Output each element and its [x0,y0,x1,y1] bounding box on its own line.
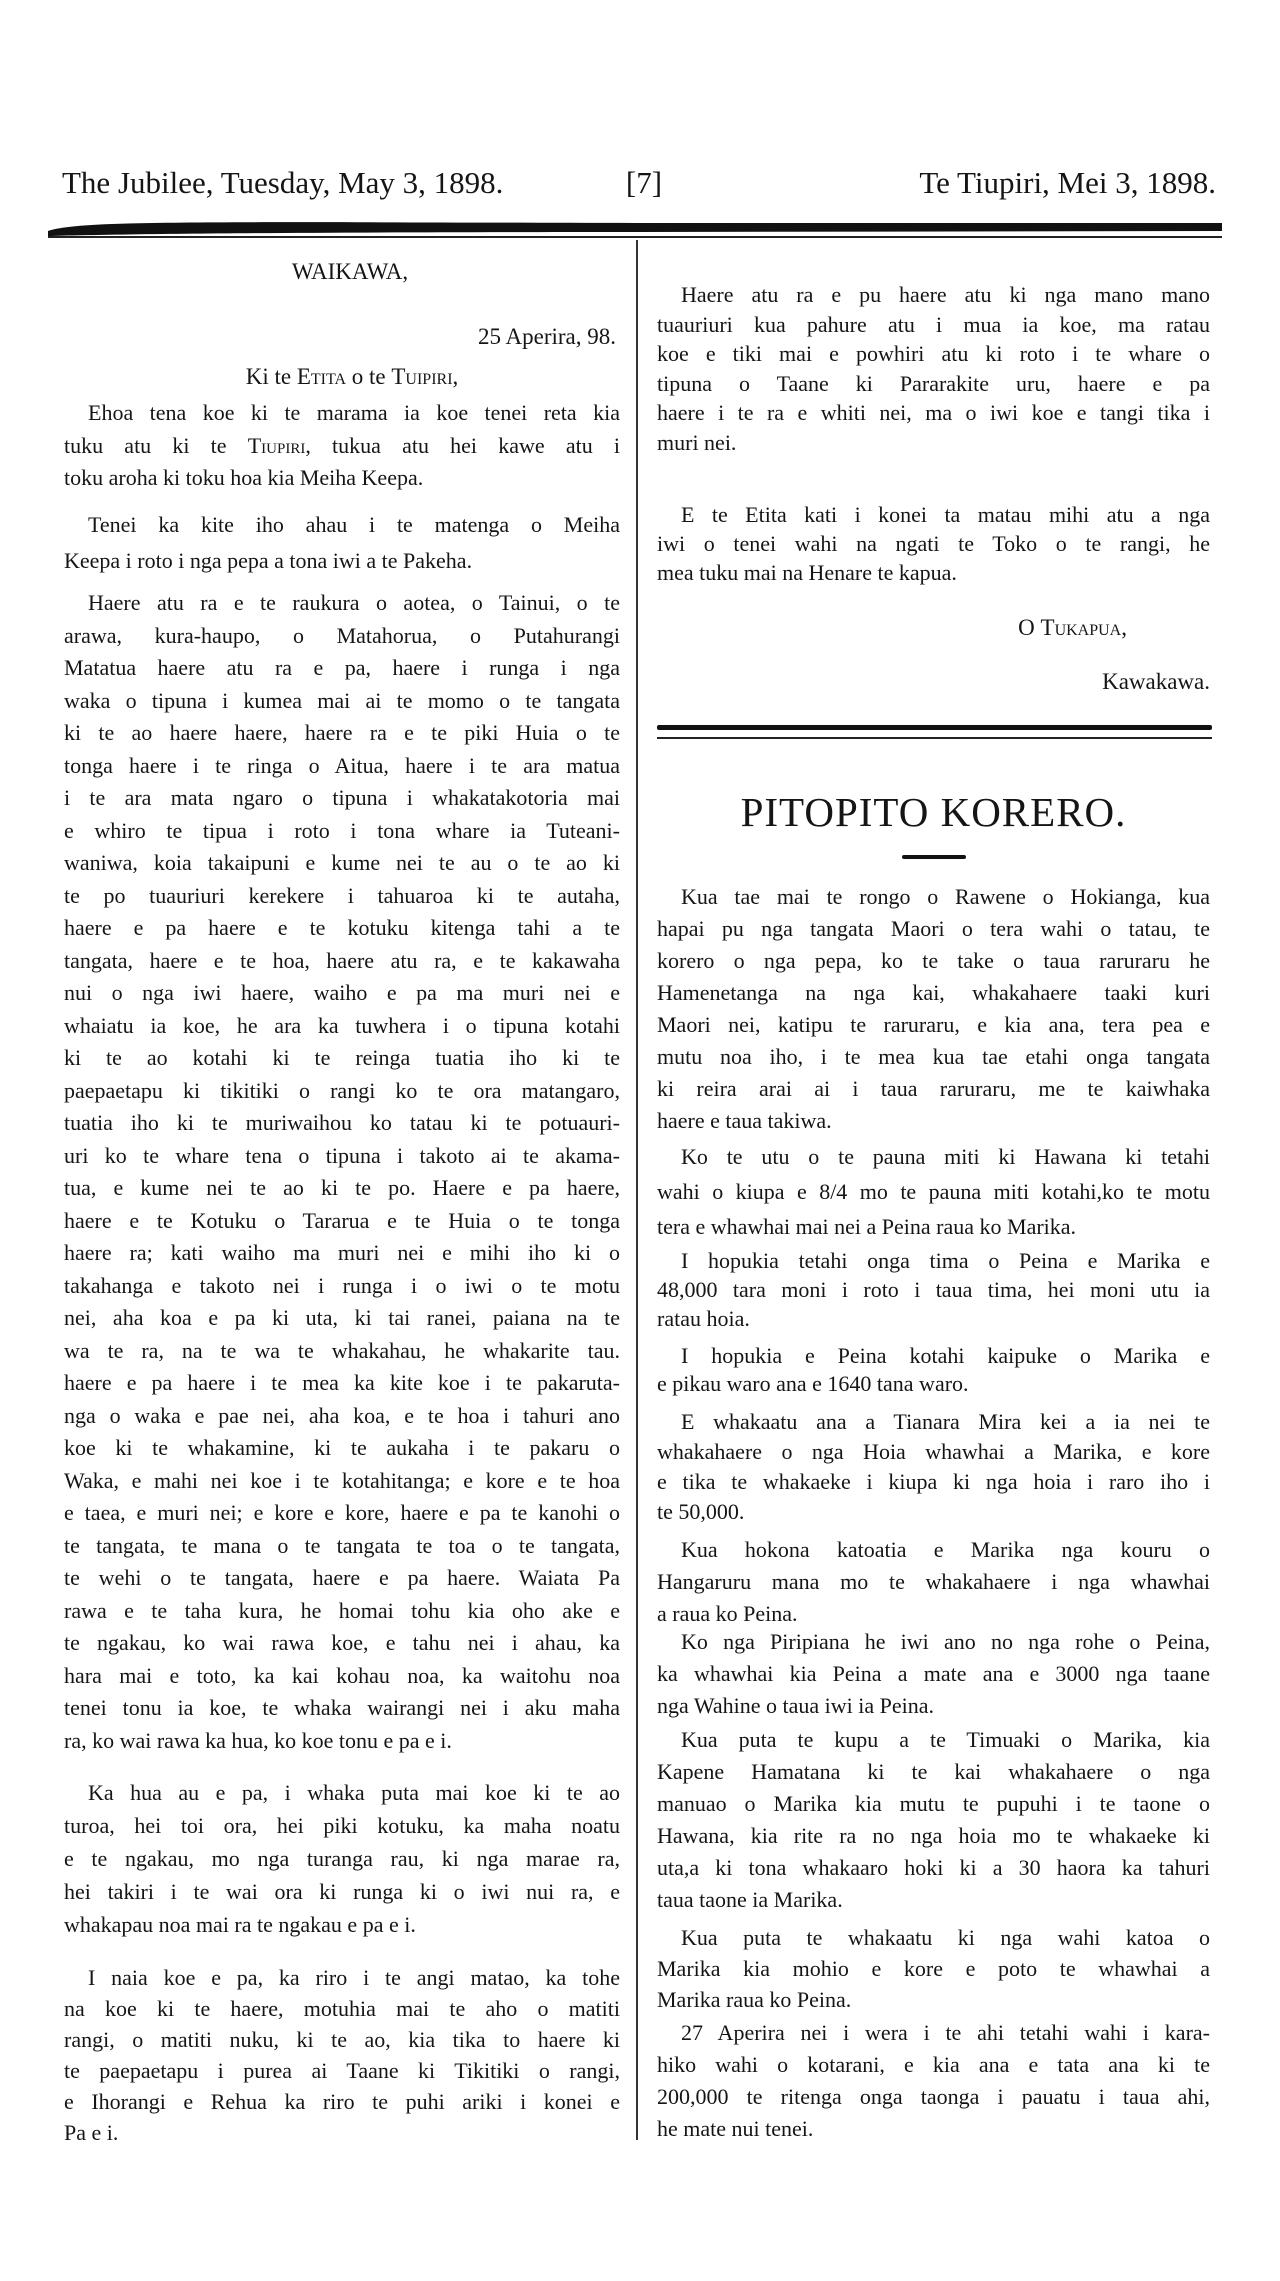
line-text: 27 Aperira nei i wera i te ahi tetahi wahi i kara- [681,2020,1210,2045]
letter-paragraph-haere [64,587,620,1757]
line-text: Keepa i roto i nga pepa a tona iwi a te Pakeha. [64,548,473,573]
header-rule [0,212,1280,244]
news-item-general-miles [657,1407,1210,1527]
line-text: i te ara mata ngaro o tipuna i whakatakotoria mai [64,785,620,810]
signature-text: , [1121,615,1127,640]
text-line [657,881,1210,913]
text-line [657,1009,1210,1041]
text-line [657,1626,1210,1658]
text-line [657,945,1210,977]
text-line [64,685,620,718]
letter-signature [657,612,1127,644]
text-line [657,428,1210,458]
text-line [64,1627,620,1660]
text-line [64,1908,620,1941]
line-text: tera e whawhai mai nei a Peina raua ko Marika. [657,1214,1077,1239]
line-text: Haere atu ra e pu haere atu ki nga mano mano [681,282,1210,307]
text-line [64,1875,620,1908]
line-text: koe e tiki mai e powhiri atu ki roto i te whare o [657,341,1210,367]
line-text: na koe ki te haere, motuhia mai te aho o matiti [64,1996,620,2021]
letter-paragraph-kahua [64,1776,620,1941]
line-text: a raua ko Peina. [657,1601,798,1626]
section-rule-thin [657,737,1212,739]
text-line [657,369,1210,399]
line-text: mea tuku mai na Henare te kapua. [657,560,957,585]
text-line [64,587,620,620]
text-line [657,1407,1210,1437]
line-text: whaiatu ia koe, he ara ka tuwhera i o tipuna kotahi [64,1012,620,1038]
text-line [657,558,1210,587]
text-line [657,1304,1210,1333]
line-text: taua taone ia Marika. [657,1887,843,1912]
text-line [64,1595,620,1628]
text-line [657,1690,1210,1722]
text-line [657,310,1210,340]
letter-signature-place: Kawakawa. [1102,669,1210,694]
line-text: te ngakau, ko wai rawa koe, e tahu nei i ahau, ka [64,1630,620,1655]
line-text: te wehi o te tangata, haere e pa haere. Waiata Pa [64,1565,620,1590]
line-text: manuao o Marika kia mutu te pupuhi i te taone o [657,1791,1210,1816]
text-line [64,1993,620,2024]
line-text: Waka, e mahi nei koe i te kotahitanga; e kore e te hoa [64,1467,620,1493]
text-line [64,1842,620,1875]
line-text: Ka hua au e pa, i whaka puta mai koe ki te ao [88,1780,620,1805]
line-text: muri nei. [657,429,737,455]
line-text: E whakaatu ana a Tianara Mira kei a ia nei te [681,1409,1210,1434]
line-text: tuauriuri kua pahure atu i mua ia koe, ma ratau [657,311,1210,337]
line-text: waka o tipuna i kumea mai ai te momo o te tangata [64,687,620,713]
text-line [64,847,620,880]
text-line [64,1140,620,1173]
letter-paragraph-tenei [64,507,620,579]
line-text: e tika te whakaeke i kiupa ki nga hoia i raro iho i [657,1469,1210,1494]
salutation-text: Ki te [245,364,297,389]
line-text: Kua hokona katoatia e Marika nga kouru o [681,1537,1210,1562]
line-text: ra, ko wai rawa ka hua, ko koe tonu e pa e i. [64,1727,452,1753]
line-text: tua, e kume nei te ao ki te po. Haere e pa haere, [64,1175,620,1200]
news-section-heading: PITOPITO KORERO. [740,789,1127,835]
text-line [657,500,1210,529]
line-text: te paepaetapu i purea ai Taane ki Tikitiki o rangi, [64,2058,620,2083]
salutation-editor: Etita [296,364,347,389]
line-text: iwi o tenei wahi na ngati te Toko o te rangi, he [657,531,1210,556]
news-item-meat-price [657,1139,1210,1244]
letter-place-heading: WAIKAWA, [291,259,409,284]
salutation-text: o te [346,364,392,389]
text-line [657,1246,1210,1275]
masthead-english-date: The Jubilee, Tuesday, May 3, 1898. [62,165,504,200]
line-text: e te ngakau, mo nga turanga rau, ki nga marae ra, [64,1846,620,1871]
news-item-steamer-seized [657,1246,1210,1333]
text-line [64,912,620,945]
line-segment: , tukua atu hei kawe atu i [305,432,620,458]
text-line [657,339,1210,369]
text-line [657,1756,1210,1788]
line-text: ki reira arai ai i taua raruraru, me te kaiwhaka [657,1076,1210,1101]
page-number: [7] [625,165,663,200]
text-line [657,2049,1210,2081]
text-line [657,1724,1210,1756]
line-text: tenei tonu ia koe, te whaka wairangi nei i aku maha [64,1695,620,1720]
line-text: 48,000 tara moni i roto i taua tima, hei moni utu ia [657,1277,1210,1302]
news-item-coal-ship [657,1342,1210,1398]
line-text: e taea, e muri nei; e kore e kore, haere e pa te kanohi o [64,1500,620,1525]
text-line [64,1725,620,1758]
text-line [657,1658,1210,1690]
text-line [64,2055,620,2086]
text-line [657,1467,1210,1497]
line-text: haere e te Kotuku o Tararua e te Huia o te tonga [64,1207,620,1233]
line-text: I hopukia tetahi onga tima o Peina e Marika e [681,1248,1210,1273]
line-text: haere i te ra e whiti nei, ma o iwi koe e tangi tika i [657,400,1210,426]
line-text: Tenei ka kite iho ahau i te matenga o Meiha [88,512,620,537]
line-text: Ehoa tena koe ki te marama ia koe tenei reta kia [88,400,620,425]
text-line [64,782,620,815]
line-text: nga Wahine o taua iwi ia Peina. [657,1693,935,1718]
line-text: ki te ao haere haere, haere ra e te piki Huia o te [64,720,620,745]
text-line [657,1370,1210,1398]
salutation-text: , [452,364,459,389]
text-line [64,815,620,848]
line-text: Marika kia mohio e kore e poto te whawhai a [657,1956,1210,1981]
line-text: e whiro te tipua i roto i tona whare ia Tuteani- [64,817,620,843]
line-text: ka whawhai kia Peina a mate ana e 3000 nga taane [657,1661,1210,1686]
text-line [657,1139,1210,1174]
text-line [657,1922,1210,1953]
line-text: ki te ao kotahi ki te reinga tuatia iho ki te [64,1045,620,1070]
text-line [64,1205,620,1238]
text-line [64,1172,620,1205]
text-line [64,620,620,653]
text-line [64,1237,620,1270]
line-text: Matatua haere atu ra e pa, haere i runga i nga [64,655,620,680]
line-text: nei, aha koa e pa ki uta, ki tai ranei, paiana na te [64,1305,620,1330]
line-text: ratau hoia. [657,1306,750,1331]
text-line [657,1275,1210,1304]
text-line [64,1692,620,1725]
line-text: hei takiri i te wai ora ki runga ki o iwi nui ra, e [64,1879,620,1904]
line-text: Pa e i. [64,2120,119,2145]
text-line [657,1437,1210,1467]
news-item-rawene [657,881,1210,1137]
signature-text: O [1018,615,1041,640]
line-text: Haere atu ra e te raukura o aotea, o Tainui, o te [88,590,620,615]
text-line [64,507,620,543]
news-item-hungarian-horses [657,1534,1210,1630]
line-text: whakahaere o nga Hoia whawhai a Marika, e kore [657,1439,1210,1464]
signature-name: Tukapua [1040,615,1122,640]
text-line [657,1852,1210,1884]
line-text: koe ki te whakamine, ki te aukaha i te pakaru o [64,1435,620,1460]
letter-date: 25 Aperira, 98. [478,324,616,349]
text-line [64,1302,620,1335]
small-caps-text: Tiupiri [247,432,306,458]
line-text: hiko wahi o kotarani, e kia ana e tata ana ki te [657,2052,1210,2077]
text-line [64,1010,620,1043]
text-line [64,1367,620,1400]
text-line [64,1432,620,1465]
text-line [64,1776,620,1809]
text-line [64,462,620,495]
text-line [657,1566,1210,1598]
line-text: Kua puta te kupu a te Timuaki o Marika, kia [681,1727,1210,1752]
text-line [64,1075,620,1108]
text-line [657,1534,1210,1566]
text-line [657,1820,1210,1852]
salutation-paper: Tuipiri [391,364,453,389]
line-text: haere e pa haere i te mea ka kite koe i te pakaruta- [64,1370,620,1395]
text-line [657,913,1210,945]
text-line [657,1105,1210,1137]
line-text: tuatia iho ki te muriwaihou ko tatau ki te potuauri- [64,1110,620,1135]
line-text: Hamenetanga na nga kai, whakahaere taaki kuri [657,980,1210,1005]
line-text: Kapene Hamatana ki te kai whakahaere o nga [657,1759,1210,1784]
text-line [64,397,620,430]
header-thick-rule [48,222,1222,236]
text-line [657,2017,1210,2049]
line-text: E te Etita kati i konei ta matau mihi atu a nga [681,502,1210,527]
text-line [64,1530,620,1563]
letter-paragraph-inaia [64,1962,620,2148]
text-line [64,1497,620,1530]
text-line [657,1884,1210,1916]
news-item-filipinos [657,1626,1210,1722]
line-text: haere e taua takiwa. [657,1108,832,1133]
text-line [64,1660,620,1693]
text-line [64,430,620,463]
text-line [657,2081,1210,2113]
text-line [64,543,620,579]
news-item-havana-bombardment [657,1724,1210,1916]
line-text: Kua puta te whakaatu ki nga wahi katoa o [681,1925,1210,1950]
salutation-part [391,364,458,389]
text-line [64,2024,620,2055]
text-line [64,750,620,783]
line-text: I naia koe e pa, ka riro i te angi matao, ka tohe [88,1965,620,1990]
line-text: haere ra; kati waiho ma muri nei e mihi iho ki o [64,1240,620,1265]
line-text: toku aroha ki toku hoa kia Meiha Keepa. [64,465,424,490]
text-line [64,1465,620,1498]
text-line [657,2113,1210,2145]
line-text: tipuna o Taane ki Pararakite uru, haere e pa [657,370,1210,396]
line-text: e Ihorangi e Rehua ka riro te puhi ariki i konei e [64,2089,620,2114]
line-text: hara mai e toto, ka kai kohau noa, ka waitohu noa [64,1662,620,1688]
line-text: paepaetapu ki tikitiki o rangi ko te ora matangaro, [64,1077,620,1103]
section-rule-thick [657,725,1212,730]
line-segment: tuku atu ki te [64,432,248,458]
line-text: rawa e te taha kura, he homai tohu kia oho ake e [64,1597,620,1623]
text-line [64,1270,620,1303]
line-text: haere e pa haere e te kotuku kitenga tahi a te [64,915,620,940]
column-divider [636,240,638,2140]
news-item-war-duration [657,1922,1210,2015]
line-text: Ko te utu o te pauna miti ki Hawana ki tetahi [681,1144,1210,1169]
line-text: whakapau noa mai ra te ngakau e pa e i. [64,1912,416,1937]
line-text: nga o waka e pae nei, aha koa, e te hoa i tahuri ano [64,1402,620,1428]
line-text: nui o nga iwi haere, waiho e pa ma muri nei e [64,980,620,1005]
line-text: korero o nga pepa, ko te take o taua raruraru he [657,948,1210,973]
text-line [64,1400,620,1433]
line-text: tonga haere i te ringa o Aitua, haere i te ara matua [64,752,620,778]
line-text: Kua tae mai te rongo o Rawene o Hokianga, kua [681,884,1210,909]
letter-salutation [64,361,630,393]
salutation-part [246,364,392,389]
text-line [64,2117,620,2148]
news-item-fire [657,2017,1210,2145]
text-line [657,529,1210,558]
line-text: wahi o kiupa e 8/4 mo te pauna miti kotahi,ko te motu [657,1179,1210,1204]
masthead-maori-date: Te Tiupiri, Mei 3, 1898. [919,165,1216,200]
text-line [657,1209,1210,1244]
text-line [657,1342,1210,1370]
line-text: mutu noa iho, i te mea kua tae etahi onga tangata [657,1044,1210,1069]
line-text: turoa, hei toi ora, hei piki kotuku, ka maha noatu [64,1813,620,1838]
line-text: Hangaruru mana mo te whakahaere i nga whawhai [657,1569,1210,1594]
text-line [657,977,1210,1009]
text-line [64,2086,620,2117]
text-line [657,1073,1210,1105]
text-line [64,1809,620,1842]
text-line [657,1497,1210,1527]
line-text: waniwa, koia takaipuni e kume nei te au o te ao ki [64,850,620,875]
line-text: wa te ra, na te wa te whakahau, he whakarite tau. [64,1337,620,1363]
line-text: tangata, haere e te hoa, haere atu ra, e te kakawaha [64,947,620,973]
line-text [64,433,620,458]
text-line [657,280,1210,310]
text-line [64,1562,620,1595]
line-text: te 50,000. [657,1499,745,1524]
letter-paragraph-etita [657,500,1210,587]
line-text: I hopukia e Peina kotahi kaipuke o Marika e [681,1343,1210,1368]
line-text: uta,a ki tona whakaaro hoki ki a 30 haora ka tahuri [657,1855,1210,1880]
line-text: Ko nga Piripiana he iwi ano no nga rohe o Peina, [681,1629,1210,1654]
text-line [657,1041,1210,1073]
letter-paragraph-haere-pu [657,280,1210,458]
line-text: Marika raua ko Peina. [657,1987,852,2012]
letter-paragraph-greeting [64,397,620,495]
line-text: Maori nei, katipu te raruraru, e kia ana, tera pea e [657,1012,1210,1037]
text-line [657,1984,1210,2015]
text-line [64,1042,620,1075]
line-text: he mate nui tenei. [657,2116,814,2141]
line-text: te tangata, te mana o te tangata te toa o te tangata, [64,1532,620,1558]
line-text: 200,000 te ritenga onga taonga i pauatu i taua ahi, [657,2084,1210,2109]
text-line [657,1953,1210,1984]
line-text: uri ko te whare tena o tipuna i takoto ai te akama- [64,1142,620,1168]
line-text: e pikau waro ana e 1640 tana waro. [657,1371,969,1396]
text-line [64,1107,620,1140]
line-text: rangi, o matiti nuku, ki te ao, kia tika to haere ki [64,2027,620,2052]
text-line [657,398,1210,428]
text-line [64,1335,620,1368]
text-line [64,1962,620,1993]
text-line [657,1174,1210,1209]
text-line [64,652,620,685]
text-line [657,1788,1210,1820]
heading-underline-rule [902,855,966,859]
text-line [64,945,620,978]
text-line [64,977,620,1010]
text-line [64,717,620,750]
line-text: Hawana, kia rite ra no nga hoia mo te whakaeke ki [657,1823,1210,1848]
line-text: takahanga e takoto nei i runga i o iwi o te motu [64,1272,620,1298]
text-line [64,880,620,913]
line-text: hapai pu nga tangata Maori o tera wahi o tatau, te [657,916,1210,941]
line-text: te po tuauriuri kerekere i tahuaroa ki te autaha, [64,882,620,908]
line-text: arawa, kura-haupo, o Matahorua, o Putahurangi [64,622,620,648]
